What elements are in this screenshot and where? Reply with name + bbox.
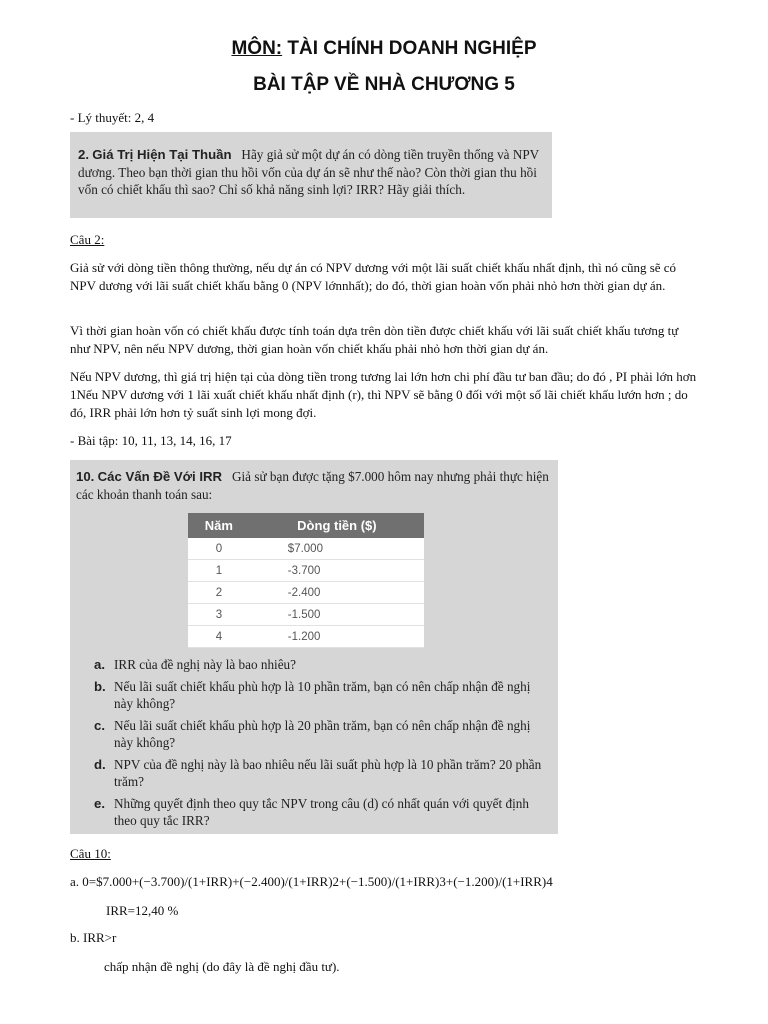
subject-name: TÀI CHÍNH DOANH NGHIỆP <box>287 38 537 59</box>
subject-label: MÔN: <box>231 38 283 59</box>
table-row <box>188 582 424 604</box>
question-text: Những quyết định theo quy tắc NPV trong câu (d) có nhất quán với quyết định theo quy tắc IRR? <box>114 795 529 828</box>
cau10-accept: chấp nhận đề nghị (do đây là đề nghị đầu tư). <box>104 959 340 974</box>
theory-line: - Lý thuyết: 2, 4 <box>70 110 155 125</box>
table-cell-year: 1 <box>188 560 250 582</box>
problem-10-heading: Các Vấn Đề Với IRR <box>97 469 223 484</box>
question-label: a. <box>94 657 105 672</box>
table-row <box>188 538 424 560</box>
table-cell-year: 4 <box>188 626 250 648</box>
cau2-paragraph-3: Nếu NPV dương, thì giá trị hiện tại của dòng tiền trong tương lai lớn hơn chi phí đầu tư ban đầu; do đó , PI phải lớn hơn 1Nếu NPV dương với 1 lãi xuất chiết khấu nhất định (r), thì NPV sẽ bằng 0 đối với một số lãi chiết khấu lướn hơn ; do đó, IRR phải lớn hơn tỷ suất sinh lợi mong đợi. <box>70 369 697 420</box>
table-cell-cash-flow: -2.400 <box>250 582 424 604</box>
column-header-cash-flow: Dòng tiền ($) <box>250 513 424 538</box>
question-item <box>94 717 552 752</box>
cau10-irr-result: IRR=12,40 % <box>106 903 179 918</box>
theory-question-number: 2. <box>78 147 89 162</box>
table-row <box>188 626 424 648</box>
theory-question-heading: Giá Trị Hiện Tại Thuần <box>92 147 232 162</box>
problem-10-number: 10. <box>76 469 95 484</box>
table-cell-cash-flow: -1.200 <box>250 626 424 648</box>
question-text: Nếu lãi suất chiết khấu phù hợp là 20 phần trăm, bạn có nên chấp nhận đề nghị này không? <box>114 717 531 750</box>
problem-10-intro <box>76 468 552 503</box>
column-header-year: Năm <box>188 513 250 538</box>
document-title <box>0 38 768 60</box>
question-label: b. <box>94 678 106 694</box>
problem-10-box <box>70 460 558 834</box>
cau2-paragraph-1: Giả sử với dòng tiền thông thường, nếu dự án có NPV dương với một lãi suất chiết khấu nhất định, thì nó cũng sẽ có NPV dương với lãi suất chiết khấu bằng 0 (NPV lớnnhất); do đó, thời gian hoàn vốn phải nhỏ hơn thời gian dự án. <box>70 260 677 293</box>
question-text: IRR của đề nghị này là bao nhiêu? <box>114 657 297 672</box>
theory-question <box>78 146 546 199</box>
table-cell-cash-flow: $7.000 <box>250 538 424 560</box>
table-cell-year: 2 <box>188 582 250 604</box>
problem-10-questions <box>94 656 552 830</box>
problem-10-intro-text: Giả sử bạn được tặng $7.000 hôm nay nhưng phải thực hiện các khoản thanh toán sau: <box>76 469 549 502</box>
theory-question-box <box>70 132 552 218</box>
cau2-label: Câu 2: <box>70 232 105 247</box>
question-item <box>94 656 552 674</box>
question-item <box>94 795 552 830</box>
table-header-row <box>188 513 424 538</box>
cau2-paragraph-2: Vì thời gian hoàn vốn có chiết khấu được tính toán dựa trên dòn tiền được chiết khấu với lãi suất chiết khấu tương tự như NPV, nên nếu NPV dương, thời gian hoàn vốn chiết khấu phải nhỏ hơn thời gian dự án. <box>70 323 679 356</box>
question-label: e. <box>94 795 105 811</box>
table-row <box>188 604 424 626</box>
table-cell-cash-flow: -1.500 <box>250 604 424 626</box>
question-text: NPV của đề nghị này là bao nhiêu nếu lãi suất phù hợp là 10 phần trăm? 20 phần trăm? <box>114 756 542 789</box>
question-label: d. <box>94 756 106 772</box>
question-text: Nếu lãi suất chiết khấu phù hợp là 10 phần trăm, bạn có nên chấp nhận đề nghị này không? <box>114 678 531 711</box>
cash-flow-table <box>188 513 424 648</box>
question-label: c. <box>94 717 105 733</box>
question-item <box>94 678 552 713</box>
chapter-title: BÀI TẬP VỀ NHÀ CHƯƠNG 5 <box>253 74 515 95</box>
table-cell-cash-flow: -3.700 <box>250 560 424 582</box>
question-item <box>94 756 552 791</box>
table-row <box>188 560 424 582</box>
cau10-b-line: b. IRR>r <box>70 930 117 945</box>
cau10-label: Câu 10: <box>70 846 111 861</box>
table-cell-year: 0 <box>188 538 250 560</box>
cau10-equation: a. 0=$7.000+(−3.700)/(1+IRR)+(−2.400)/(1+IRR)2+(−1.500)/(1+IRR)3+(−1.200)/(1+IRR)4 <box>70 874 553 889</box>
table-cell-year: 3 <box>188 604 250 626</box>
theory-question-body: Hãy giả sử một dự án có dòng tiền truyền thống và NPV dương. Theo bạn thời gian thu hồi vốn của dự án sẽ như thế nào? Còn thời gian thu hồi vốn có chiết khấu thì sao? Chỉ số khả năng sinh lợi? IRR? Hãy giải thích. <box>78 147 539 197</box>
exercises-line: - Bài tập: 10, 11, 13, 14, 16, 17 <box>70 433 232 448</box>
